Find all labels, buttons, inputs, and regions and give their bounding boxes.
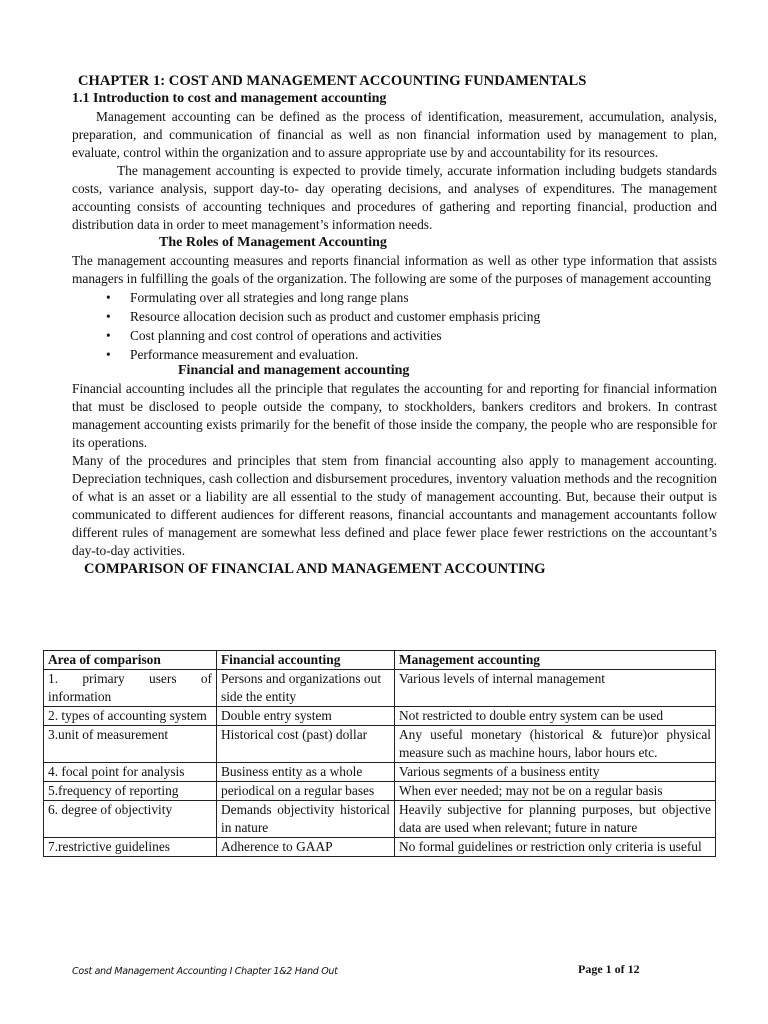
table-row [44,801,716,838]
table-cell: 4. focal point for analysis [44,763,217,782]
column-header: Management accounting [395,651,716,670]
financial-management-heading: Financial and management accounting [178,363,410,378]
column-header: Area of comparison [44,651,217,670]
paragraph-expectations: The management accounting is expected to provide timely, accurate information including budgets standards costs, variance analysis, support day-to- day operating decisions, and analyses of expenditures. The management accounting consists of accounting techniques and procedures of gathering and reporting financial, production and distribution data in order to meet management’s information needs. [72,163,717,232]
table-cell: Various segments of a business entity [395,763,716,782]
footer-page-number: Page 1 of 12 [578,962,640,976]
roles-heading: The Roles of Management Accounting [159,235,387,250]
table-title: COMPARISON OF FINANCIAL AND MANAGEMENT ACCOUNTING [84,561,546,577]
table-cell: 7.restrictive guidelines [44,838,217,857]
column-header: Financial accounting [217,651,395,670]
table-header-row [44,651,716,670]
table-row [44,670,716,707]
table-row [44,763,716,782]
table-cell: 6. degree of objectivity [44,801,217,838]
table-cell: Adherence to GAAP [217,838,395,857]
table-cell: 5.frequency of reporting [44,782,217,801]
table-row [44,726,716,763]
table-row [44,782,716,801]
table-cell: Various levels of internal management [395,670,716,707]
table-row [44,707,716,726]
table-cell: Business entity as a whole [217,763,395,782]
table-cell: periodical on a regular bases [217,782,395,801]
table-row [44,838,716,857]
table-cell: No formal guidelines or restriction only criteria is useful [395,838,716,857]
table-cell: When ever needed; may not be on a regular basis [395,782,716,801]
paragraph-purposes: The management accounting measures and reports financial information as well as other type information that assists managers in fulfilling the goals of the organization. The following are some of the purposes of management accounting [72,253,717,286]
comparison-table [43,650,716,857]
table-cell: Heavily subjective for planning purposes, but objective data are used when relevant; future in nature [395,801,716,838]
table-cell: Double entry system [217,707,395,726]
document-body [72,72,717,578]
list-item: • Formulating over all strategies and long range plans [130,288,717,307]
chapter-title: CHAPTER 1: COST AND MANAGEMENT ACCOUNTING FUNDAMENTALS [78,73,587,89]
purposes-list [72,288,717,364]
footer-document-title: Cost and Management Accounting I Chapter 1&2 Hand Out [72,966,338,977]
table-cell: Demands objectivity historical in nature [217,801,395,838]
table-cell: Historical cost (past) dollar [217,726,395,763]
table-cell: Persons and organizations out side the entity [217,670,395,707]
paragraph-financial-accounting: Financial accounting includes all the principle that regulates the accounting for and reporting for financial information that must be disclosed to people outside the company, to stockholders, bankers creditors and brokers. In contrast management accounting exists primarily for the benefit of those inside the company, the people who are responsible for its operations. [72,381,717,450]
section-heading: 1.1 Introduction to cost and management accounting [72,91,387,106]
list-item: • Resource allocation decision such as product and customer emphasis pricing [130,307,717,326]
list-item: • Cost planning and cost control of operations and activities [130,326,717,345]
table-cell: Any useful monetary (historical & future)or physical measure such as machine hours, labor hours etc. [395,726,716,763]
list-item: • Performance measurement and evaluation. [130,345,717,364]
table-cell: 3.unit of measurement [44,726,217,763]
table-cell: Not restricted to double entry system can be used [395,707,716,726]
table-cell: 2. types of accounting system [44,707,217,726]
table-cell: 1. primary users of information [44,670,217,707]
paragraph-definition: Management accounting can be defined as the process of identification, measurement, accumulation, analysis, preparation, and communication of financial as well as non financial information used by management to plan, evaluate, control within the organization and to assure appropriate use by and accountability for its resources. [72,109,717,160]
paragraph-procedures: Many of the procedures and principles that stem from financial accounting also apply to management accounting. Depreciation techniques, cash collection and disbursement procedures, inventory valuation methods and the recognition of what is an asset or a liability are all essential to the study of management accounting. But, because their output is communicated to different audiences for different reasons, financial accountants and management accountants follow different rules of management are somewhat less defined and place fewer place fewer restrictions on the accountant’s day-to-day activities. [72,453,717,558]
